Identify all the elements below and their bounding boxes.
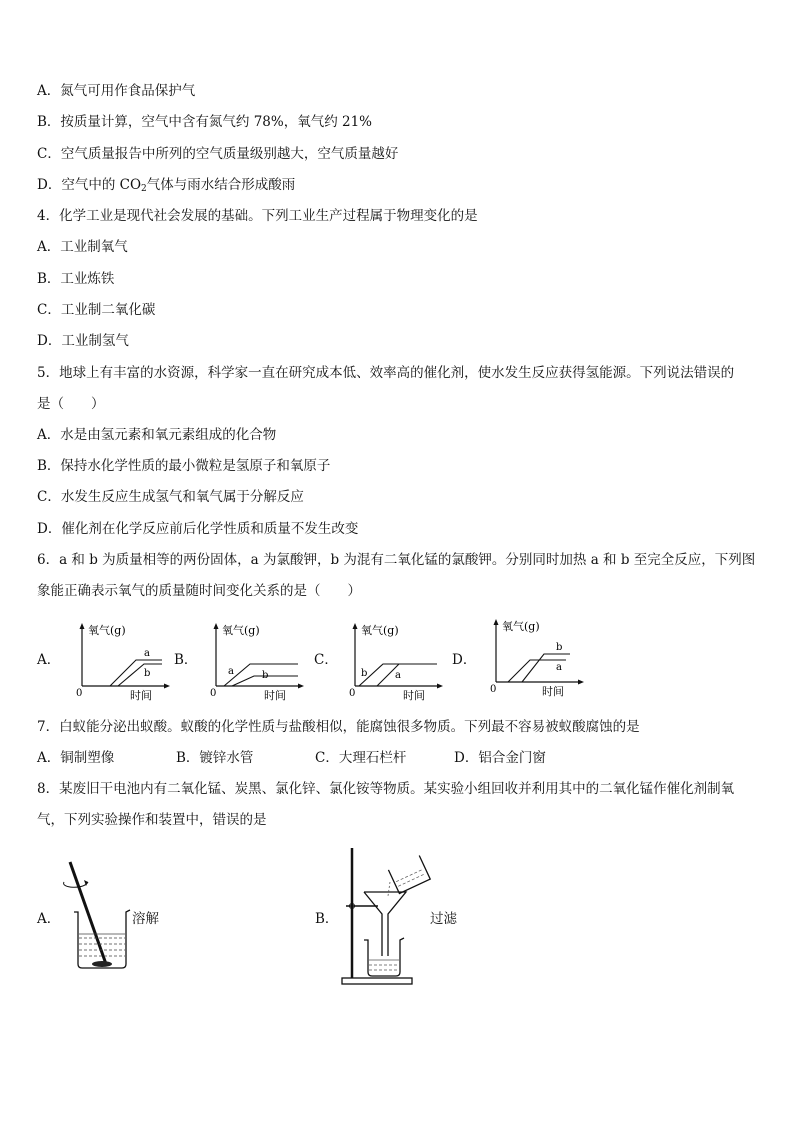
- q8-option-b-label: B．: [315, 911, 339, 927]
- filtrate-lines: [369, 960, 399, 970]
- pouring-beaker: [388, 856, 430, 894]
- q8-option-a-label: A．: [37, 911, 61, 927]
- iron-stand-base: [342, 978, 412, 984]
- dissolving-beaker-illustration: [60, 858, 140, 978]
- y-axis-label: 氧气(g): [88, 624, 126, 637]
- curve-lower: [522, 654, 570, 682]
- q7-option-d: D．铝合金门窗: [454, 750, 546, 766]
- q4-option-d: D．工业制氢气: [37, 333, 129, 349]
- q5-option-d: D．催化剂在化学反应前后化学性质和质量不发生改变: [37, 521, 359, 537]
- lower-curve-label: a: [395, 670, 401, 681]
- y-axis-label: 氧气(g): [361, 624, 399, 637]
- upper-curve-label: b: [361, 668, 368, 679]
- q8-stem-line2: 气，下列实验操作和装置中，错误的是: [37, 812, 267, 828]
- x-axis-label: 时间: [403, 689, 425, 702]
- q5-option-a: A．水是由氢元素和氧元素组成的化合物: [37, 427, 277, 443]
- upper-curve-label: a: [144, 648, 150, 659]
- y-axis-label: 氧气(g): [502, 620, 540, 633]
- q4-option-a: A．工业制氧气: [37, 239, 128, 255]
- x-axis-label: 时间: [264, 689, 286, 702]
- q6-graph-d: [478, 616, 588, 698]
- q6-graph-d-label: D．: [452, 652, 477, 668]
- q4-stem: 4．化学工业是现代社会发展的基础。下列工业生产过程属于物理变化的是: [37, 208, 478, 224]
- q6-graph-b-label: B．: [174, 652, 198, 668]
- q5-option-c: C．水发生反应生成氢气和氧气属于分解反应: [37, 489, 304, 505]
- q5-option-b: B．保持水化学性质的最小微粒是氢原子和氧原子: [37, 458, 331, 474]
- origin-label: 0: [490, 684, 497, 695]
- origin-label: 0: [349, 688, 356, 699]
- liquid-stream: [388, 882, 390, 896]
- q3-option-c: C．空气质量报告中所列的空气质量级别越大，空气质量越好: [37, 146, 399, 162]
- lower-curve-label: b: [144, 668, 151, 679]
- q8-option-a-caption: 溶解: [132, 911, 159, 927]
- q6-graph-c-label: C．: [314, 652, 338, 668]
- upper-curve-label: b: [556, 642, 563, 653]
- q8-stem-line1: 8．某废旧干电池内有二氧化锰、炭黑、氯化锌、氯化铵等物质。某实验小组回收并利用其中的二氧化锰作催化剂制氧: [37, 781, 735, 797]
- q6-graph-b: [198, 620, 308, 702]
- q3-option-b: B．按质量计算，空气中含有氮气约 78%，氧气约 21%: [37, 114, 373, 130]
- q6-graph-a: [64, 620, 174, 702]
- q6-graph-a-label: A．: [37, 652, 61, 668]
- q7-option-b: B．镀锌水管: [176, 750, 254, 766]
- q7-option-c: C．大理石栏杆: [315, 750, 407, 766]
- filtration-apparatus-illustration: [334, 844, 434, 988]
- q3-option-d: [37, 176, 295, 198]
- curve-lower: [118, 664, 162, 686]
- solid-residue: [92, 961, 112, 967]
- q6-stem-line1: 6．a 和 b 为质量相等的两份固体，a 为氯酸钾，b 为混有二氧化锰的氯酸钾。分别同时加热 a 和 b 至完全反应，下列图: [37, 552, 756, 568]
- q3-option-d-pre: D．空气中的 CO: [37, 177, 142, 193]
- lower-curve-label: b: [262, 670, 269, 681]
- q4-option-b: B．工业炼铁: [37, 271, 115, 287]
- q5-stem-line2: 是（ ）: [37, 396, 105, 412]
- x-axis-label: 时间: [130, 689, 152, 702]
- q6-graph-c: [337, 620, 447, 702]
- upper-curve-label: a: [228, 666, 234, 677]
- q7-stem: 7．白蚁能分泌出蚁酸。蚁酸的化学性质与盐酸相似，能腐蚀很多物质。下列最不容易被蚁酸腐蚀的是: [37, 719, 640, 735]
- x-axis-label: 时间: [542, 685, 564, 698]
- q7-option-a: A．铜制塑像: [37, 750, 115, 766]
- q6-stem-line2: 象能正确表示氧气的质量随时间变化关系的是（ ）: [37, 583, 361, 599]
- beaker: [74, 910, 130, 968]
- origin-label: 0: [76, 688, 83, 699]
- q8-option-b-caption: 过滤: [430, 911, 457, 927]
- curve-upper: [224, 664, 298, 686]
- q5-stem-line1: 5．地球上有丰富的水资源，科学家一直在研究成本低、效率高的催化剂，使水发生反应获得氢能源。下列说法错误的: [37, 365, 735, 381]
- glass-rod: [70, 862, 106, 964]
- q3-option-d-sub: 2: [141, 184, 147, 194]
- y-axis-label: 氧气(g): [222, 624, 260, 637]
- origin-label: 0: [210, 688, 217, 699]
- q3-option-a: A．氮气可用作食品保护气: [37, 83, 196, 99]
- q3-option-d-post: 气体与雨水结合形成酸雨: [146, 177, 296, 193]
- q4-option-c: C．工业制二氧化碳: [37, 302, 156, 318]
- lower-curve-label: a: [556, 662, 562, 673]
